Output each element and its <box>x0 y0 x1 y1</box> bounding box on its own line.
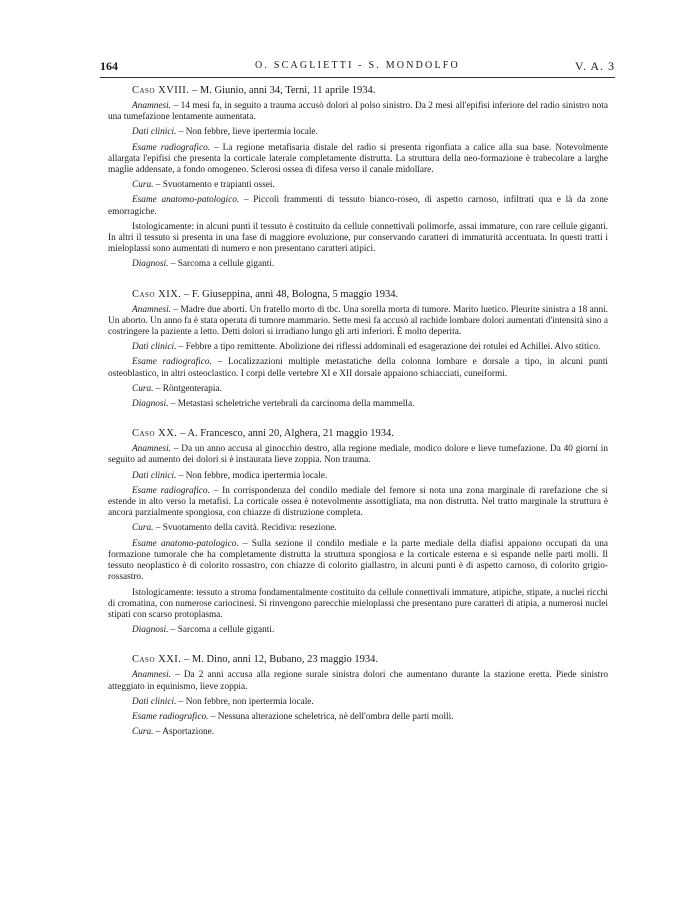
case-paragraph <box>108 697 608 708</box>
paragraph-label: Anamnesi. <box>132 444 171 455</box>
case-section <box>108 288 608 411</box>
page-number: 164 <box>100 59 118 73</box>
paragraph-text: – In corrispondenza del condilo mediale del femore si nota una zona marginale di rarefazione che si estende in alto verso la metafisi. La corticale ossea è notevolmente assottigliata, ma non distrutta. Nel tratto marginale la struttura è ancora parzialmente spongiosa, con chiazze di distruzione completa. <box>108 485 608 519</box>
case-paragraph <box>108 486 608 520</box>
case-patient: – M. Giunio, anni 34, Terni, 11 aprile 1934. <box>189 85 376 96</box>
body-text <box>108 84 608 742</box>
case-section <box>108 653 608 738</box>
page-header <box>100 58 615 74</box>
paragraph-label: Esame anatomo-patologico. <box>132 195 240 206</box>
paragraph-label: Dati clinici. <box>132 696 177 707</box>
paragraph-text: – La regione metafisaria distale del radio si presenta rigonfiata a calice alla sua base. Notevolmente allargata l'epifisi che presenta la corticale laterale completamente distrutta. La struttura della neo-formazione è trabecolare a larghe maglie addensate, a fondo omogeneo. Sclerosi ossea di difesa verso il canale midollare. <box>108 142 608 176</box>
paragraph-text: – Non febbre, modica ipertermia locale. <box>176 470 328 481</box>
paragraph-text: – Da un anno accusa al ginocchio destro, alla regione mediale, modico dolore e lieve tumefazione. Da 40 giorni in seguito ad aumento dei dolori si è instaurata lieve zoppia. Non trauma. <box>108 444 608 466</box>
paragraph-label: Dati clinici. <box>132 342 177 353</box>
paragraph-text: – Nessuna alterazione scheletrica, nè dell'ombra delle parti molli. <box>208 711 454 722</box>
case-paragraph <box>108 384 608 395</box>
diagnosis-paragraph <box>108 259 608 270</box>
paragraph-label: Dati clinici. <box>132 127 177 138</box>
case-title <box>132 427 608 440</box>
paragraph-label: Diagnosi. <box>132 259 169 270</box>
paragraph-text: – Localizzazioni multiple metastatiche della colonna lombare e dorsale a tipo, in alcuni punti osteoblastico, in altri osteoclastico. I corpi delle vertebre XI e XII dorsale appaiono schiacciati, cuneiformi. <box>108 357 608 379</box>
paragraph-label: Dati clinici. <box>132 470 177 481</box>
paragraph-label: Esame anatomo-patologico. <box>132 538 239 549</box>
paragraph-text: – Non febbre, lieve ipertermia locale. <box>176 127 318 138</box>
case-number: Caso XVIII. <box>132 85 190 96</box>
case-patient: – F. Giuseppina, anni 48, Bologna, 5 maggio 1934. <box>181 288 399 300</box>
paragraph-label: Anamnesi. <box>132 101 171 111</box>
case-paragraph <box>108 539 608 584</box>
paragraph-text: Istologicamente: tessuto a stroma fondamentalmente costituito da cellule connettivali immature, atipiche, stipate, a nuclei ricchi di cromatina, con numerose cariocinesi. Si rinvengono parecchie mieloplassi che presentano pure caratteri di atipia, a numerosi nuclei stipati con scarso protoplasma. <box>108 587 608 620</box>
case-title <box>132 288 608 301</box>
running-title: O. SCAGLIETTI - S. MONDOLFO <box>255 60 460 71</box>
paragraph-label: Diagnosi. <box>132 625 169 636</box>
case-paragraph <box>108 670 608 692</box>
paragraph-label: Esame radiografico. <box>132 142 211 153</box>
case-patient: – A. Francesco, anni 20, Alghera, 21 maggio 1934. <box>177 428 394 440</box>
paragraph-text: – Sarcoma a cellule giganti. <box>168 259 275 270</box>
paragraph-text: – Asportazione. <box>153 727 215 738</box>
paragraph-text: – Metastasi scheletriche vertebrali da carcinoma della mammella. <box>168 399 415 410</box>
case-paragraph <box>108 127 608 138</box>
diagnosis-paragraph <box>108 625 608 636</box>
case-paragraph <box>108 305 608 339</box>
case-paragraph <box>108 222 608 256</box>
paragraph-label: Cura. <box>132 383 154 394</box>
paragraph-text: Istologicamente: in alcuni punti il tessuto è costituito da cellule connettivali polimorfe, assai immature, con rare cellule giganti. In altri il tessuto si presenta in una fase di maggiore evoluzione, pur conservando caratteri di immaturità accentuata. In questi tratti i mieloplassi sono aumentati di numero e non presentano caratteri atipici. <box>108 221 608 255</box>
case-paragraph <box>108 357 608 379</box>
case-paragraph <box>108 143 608 177</box>
paragraph-label: Anamnesi. <box>132 670 171 681</box>
paragraph-text: – Non febbre, non ipertermia locale. <box>176 696 314 707</box>
paragraph-label: Cura. <box>132 180 154 191</box>
paragraph-label: Esame radiografico. <box>132 711 209 722</box>
case-number: Caso XXI. <box>132 654 182 666</box>
paragraph-label: Anamnesi. <box>132 304 171 315</box>
case-title <box>132 653 608 666</box>
case-paragraph <box>108 195 608 217</box>
case-section <box>108 427 608 636</box>
case-section <box>108 84 608 271</box>
case-title <box>132 84 608 97</box>
case-number: Caso XX. <box>132 428 178 440</box>
paragraph-text: – Sarcoma a cellule giganti. <box>168 625 275 636</box>
case-paragraph <box>108 101 608 123</box>
case-paragraph <box>108 444 608 466</box>
paragraph-label: Esame radiografico. <box>132 485 210 496</box>
paragraph-text: – Svuotamento e trapianti ossei. <box>153 180 275 191</box>
case-number: Caso XIX. <box>132 288 182 300</box>
paragraph-text: – Da 2 anni accusa alla regione surale sinistra dolori che aumentano durante la stazione eretta. Piede sinistro atteggiato in equinismo, lieve zoppia. <box>108 670 608 692</box>
case-paragraph <box>108 471 608 482</box>
case-paragraph <box>108 727 608 738</box>
paragraph-label: Diagnosi. <box>132 399 169 410</box>
case-paragraph <box>108 180 608 191</box>
case-paragraph <box>108 588 608 622</box>
paragraph-label: Cura. <box>132 727 154 738</box>
paragraph-text: – Röntgenterapia. <box>153 383 222 394</box>
case-paragraph <box>108 342 608 353</box>
paragraph-text: – Sulla sezione il condilo mediale e la parte mediale della diafisi appaiono occupati da una formazione tumorale che ha completamente distrutta la struttura spongiosa e la corticale esterna e si espande nelle parti molli. Il tessuto neoplastico è di colorito rossastro, con chiazze di colorito giallastro, in alcuni punti è di aspetto carnoso, di colorito grigio-rossastro. <box>108 538 608 583</box>
paragraph-text: – Svuotamento della cavità. Recidiva: resezione. <box>153 523 337 534</box>
case-paragraph <box>108 523 608 534</box>
case-paragraph <box>108 712 608 723</box>
diagnosis-paragraph <box>108 399 608 410</box>
paragraph-label: Esame radiografico. <box>132 357 212 368</box>
paragraph-label: Cura. <box>132 523 154 534</box>
header-rule <box>100 77 615 78</box>
paragraph-text: – Piccoli frammenti di tessuto bianco-roseo, di aspetto carnoso, infiltrati qua e là da zone emorragiche. <box>108 195 608 217</box>
paragraph-text: – Febbre a tipo remittente. Abolizione dei riflessi addominali ed esagerazione dei rotulei ed Achillei. Alvo stitico. <box>176 342 601 353</box>
paragraph-text: – 14 mesi fa, in seguito a trauma accusò dolori al polso sinistro. Da 2 mesi all'epifisi inferiore del radio sinistro nota una tumefazione lentamente aumentata. <box>108 101 608 123</box>
case-patient: – M. Dino, anni 12, Bubano, 23 maggio 1934. <box>181 654 378 666</box>
paragraph-text: – Madre due aborti. Un fratello morto di tbc. Una sorella morta di tumore. Marito luetico. Pleurite sinistra a 18 anni. Un aborto. Un anno fa è stata operata di tumore mammario. Sette mesi fa accusò al rachide lombare dolori aumentati d'intensità sino a costringere la paziente a letto. Detti dolori si irradiano lungo gli arti inferiori. È molto deperita. <box>108 304 608 338</box>
section-code: V. A. 3 <box>574 59 615 73</box>
